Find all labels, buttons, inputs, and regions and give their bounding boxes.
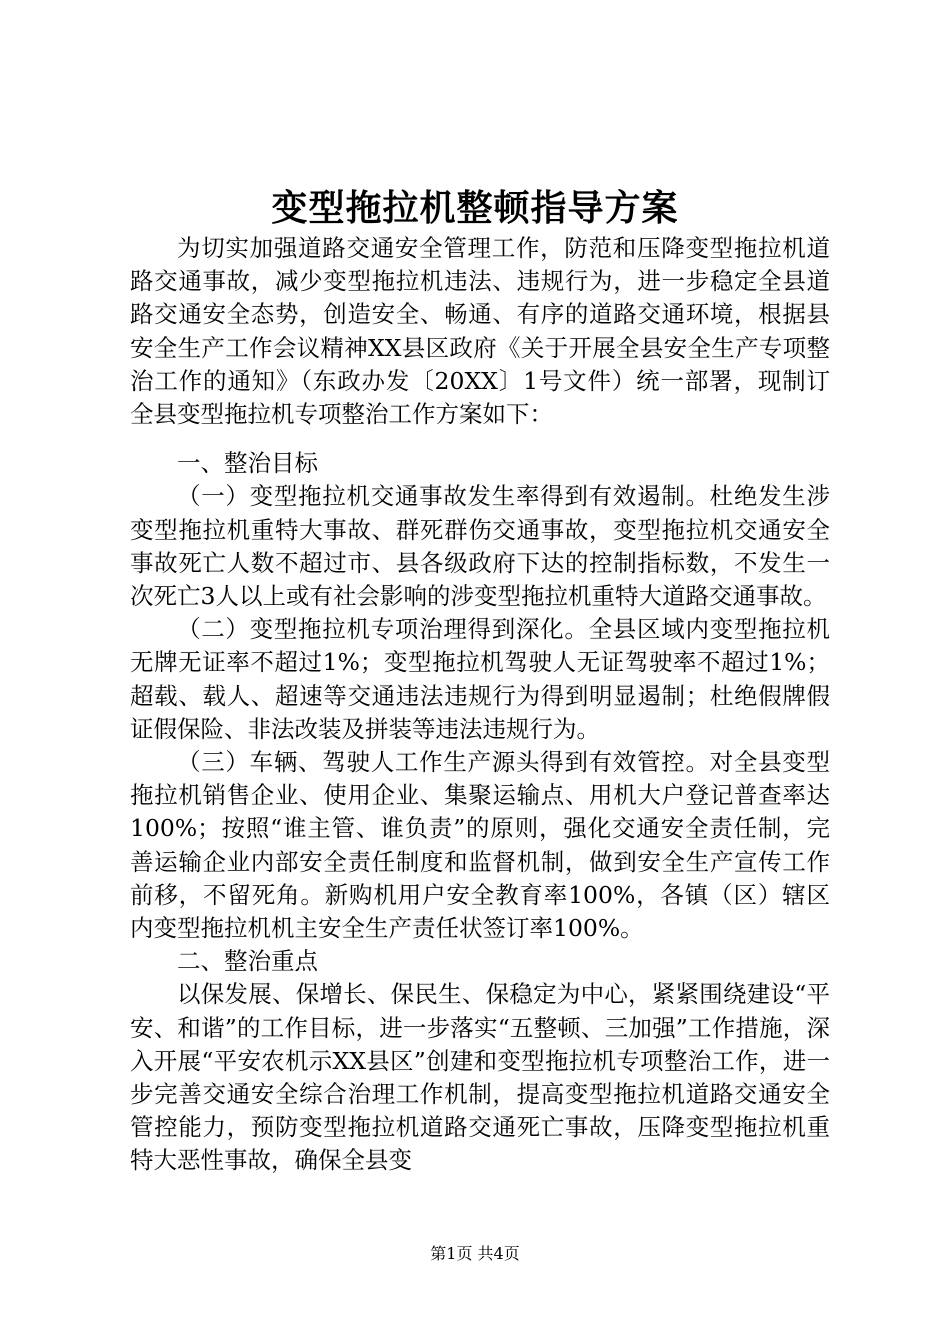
document-body: [130, 232, 830, 1178]
intro-paragraph: 为切实加强道路交通安全管理工作，防范和压降变型拖拉机道路交通事故，减少变型拖拉机违法、违规行为，进一步稳定全县道路交通安全态势，创造安全、畅通、有序的道路交通环境，根据县安全生产工作会议精神XX县区政府《关于开展全县安全生产专项整治工作的通知》（东政办发〔20XX〕1号文件）统一部署，现制订全县变型拖拉机专项整治工作方案如下：: [130, 234, 830, 429]
focus-paragraph: 以保发展、保增长、保民生、保稳定为中心，紧紧围绕建设“平安、和谐”的工作目标，进一步落实“五整顿、三加强”工作措施，深入开展“平安农机示XX县区”创建和变型拖拉机专项整治工作，进一步完善交通安全综合治理工作机制，提高变型拖拉机道路交通安全管控能力，预防变型拖拉机道路交通死亡事故，压降变型拖拉机重特大恶性事故，确保全县变: [130, 980, 830, 1175]
goal-paragraph-3: （三）车辆、驾驶人工作生产源头得到有效管控。对全县变型拖拉机销售企业、使用企业、集聚运输点、用机大户登记普查率达100%；按照“谁主管、谁负责”的原则，强化交通安全责任制，完善运输企业内部安全责任制度和监督机制，做到安全生产宣传工作前移，不留死角。新购机用户安全教育率100%，各镇（区）辖区内变型拖拉机机主安全生产责任状签订率100%。: [130, 748, 830, 943]
goal-paragraph-2: （二）变型拖拉机专项治理得到深化。全县区域内变型拖拉机无牌无证率不超过1%；变型拖拉机驾驶人无证驾驶率不超过1%；超载、载人、超速等交通违法违规行为得到明显遏制；杜绝假牌假证假保险、非法改装及拼装等违法违规行为。: [130, 615, 830, 743]
section-heading-focus: 二、整治重点: [177, 947, 318, 976]
document-title: 变型拖拉机整顿指导方案: [271, 187, 679, 229]
goal-paragraph-1: （一）变型拖拉机交通事故发生率得到有效遏制。杜绝发生涉变型拖拉机重特大事故、群死群伤交通事故，变型拖拉机交通安全事故死亡人数不超过市、县各级政府下达的控制指标数，不发生一次死亡3人以上或有社会影响的涉变型拖拉机重特大道路交通事故。: [130, 482, 830, 611]
section-heading-goals: 一、整治目标: [177, 449, 318, 478]
page-number-footer: 第1页 共4页: [430, 1244, 520, 1263]
